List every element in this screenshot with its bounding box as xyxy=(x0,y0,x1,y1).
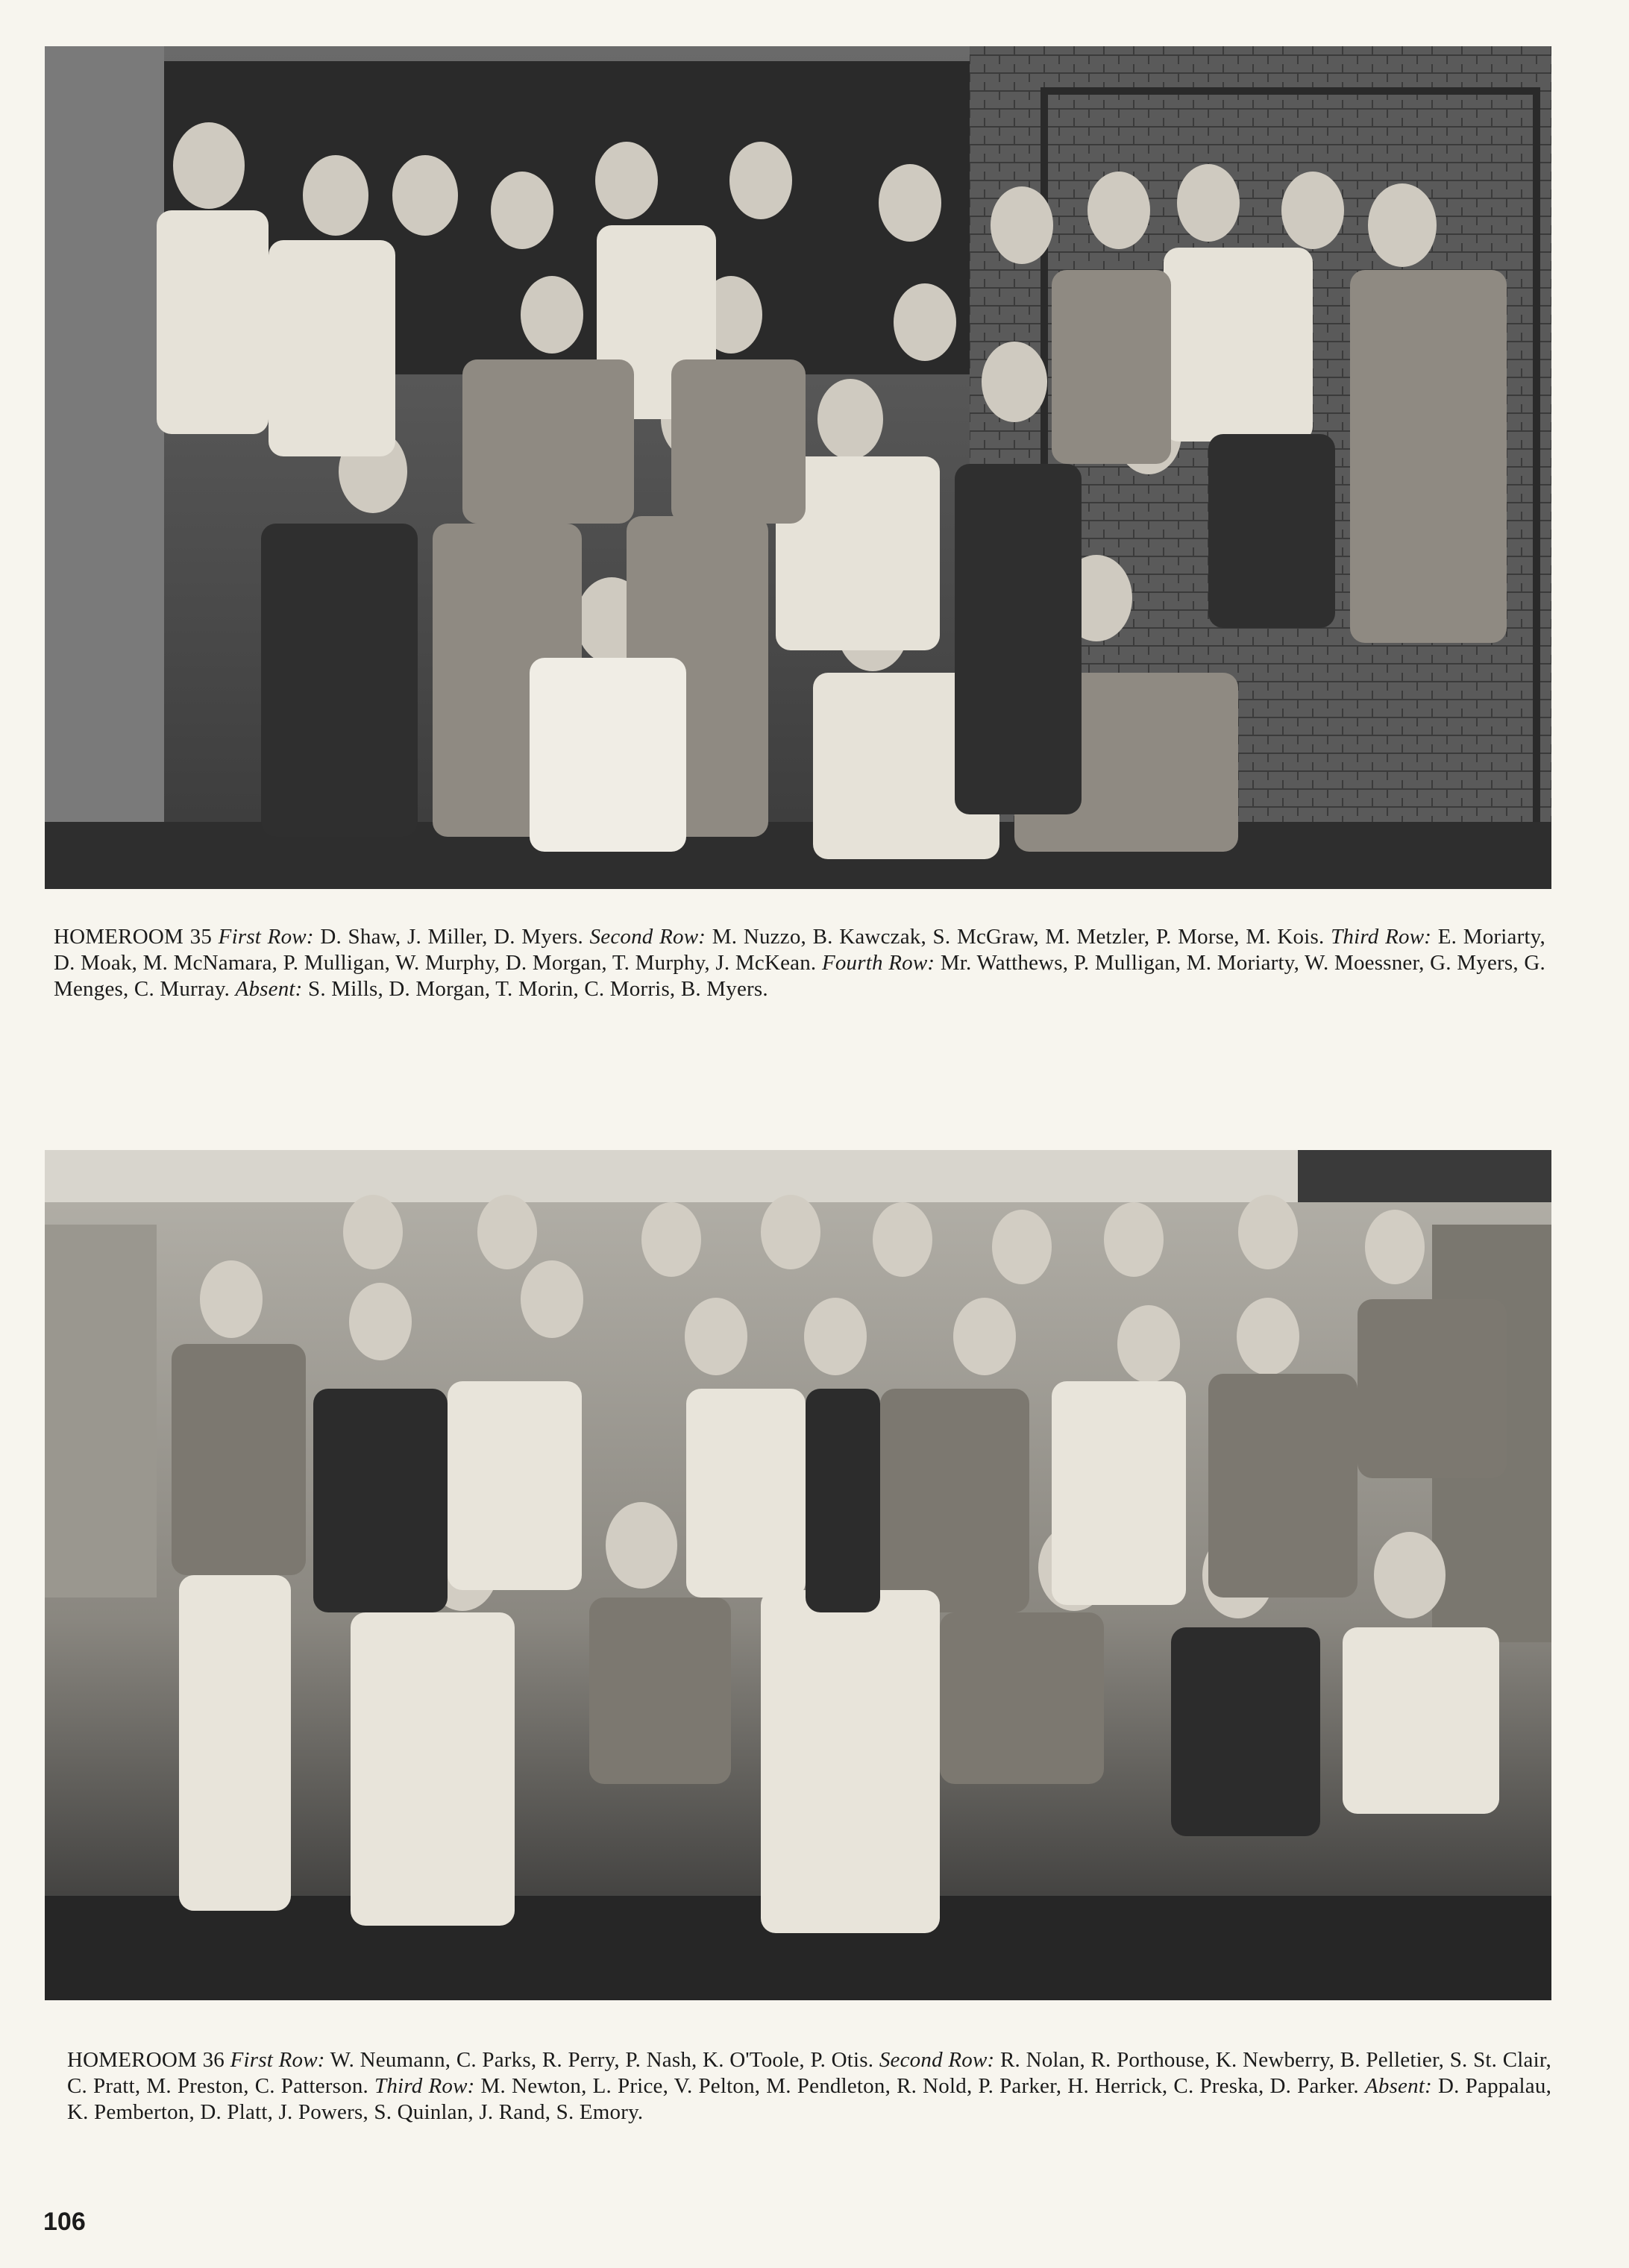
caption-segment: HOMEROOM 36 xyxy=(67,2048,230,2072)
homeroom-36-photo-art xyxy=(45,1150,1551,2000)
homeroom-36-photo xyxy=(45,1150,1551,2000)
page-number: 106 xyxy=(43,2208,86,2236)
caption-segment: D. Pappalau, K. Pemberton, D. Platt, J. Powers, S. Quinlan, J. Rand, S. Emory. xyxy=(67,2074,1552,2124)
caption-segment: D. Shaw, J. Miller, D. Myers. xyxy=(313,925,590,949)
caption-segment: M. Nuzzo, B. Kawczak, S. McGraw, M. Metzler, P. Morse, M. Kois. xyxy=(706,925,1331,949)
caption-segment: HOMEROOM 35 xyxy=(54,925,219,949)
caption-segment: S. Mills, D. Morgan, T. Morin, C. Morris, B. Myers. xyxy=(302,977,768,1001)
homeroom-36-caption xyxy=(67,2047,1551,2126)
caption-row-label: Third Row: xyxy=(374,2074,475,2098)
caption-row-label: Absent: xyxy=(1364,2074,1432,2098)
caption-row-label: Second Row: xyxy=(879,2048,995,2072)
caption-segment: R. Nolan, R. Porthouse, K. Newberry, B. Pelletier, S. St. Clair, C. Pratt, M. Preston, C. Patterson. xyxy=(67,2048,1551,2098)
homeroom-35-photo xyxy=(45,46,1551,889)
homeroom-35-caption xyxy=(54,924,1545,1002)
caption-segment: Mr. Watthews, P. Mulligan, M. Moriarty, W. Moessner, G. Myers, G. Menges, C. Murray. xyxy=(54,951,1545,1001)
caption-row-label: Second Row: xyxy=(589,925,706,949)
caption-segment: M. Newton, L. Price, V. Pelton, M. Pendleton, R. Nold, P. Parker, H. Herrick, C. Preska, D. Parker. xyxy=(474,2074,1365,2098)
caption-row-label: First Row: xyxy=(218,925,314,949)
caption-row-label: Fourth Row: xyxy=(821,951,935,975)
caption-segment: E. Moriarty, D. Moak, M. McNamara, P. Mulligan, W. Murphy, D. Morgan, T. Murphy, J. McKean. xyxy=(54,925,1545,975)
caption-row-label: Absent: xyxy=(235,977,303,1001)
homeroom-35-photo-art xyxy=(45,46,1551,889)
caption-row-label: First Row: xyxy=(230,2048,325,2072)
caption-row-label: Third Row: xyxy=(1331,925,1432,949)
caption-segment: W. Neumann, C. Parks, R. Perry, P. Nash, K. O'Toole, P. Otis. xyxy=(324,2048,879,2072)
